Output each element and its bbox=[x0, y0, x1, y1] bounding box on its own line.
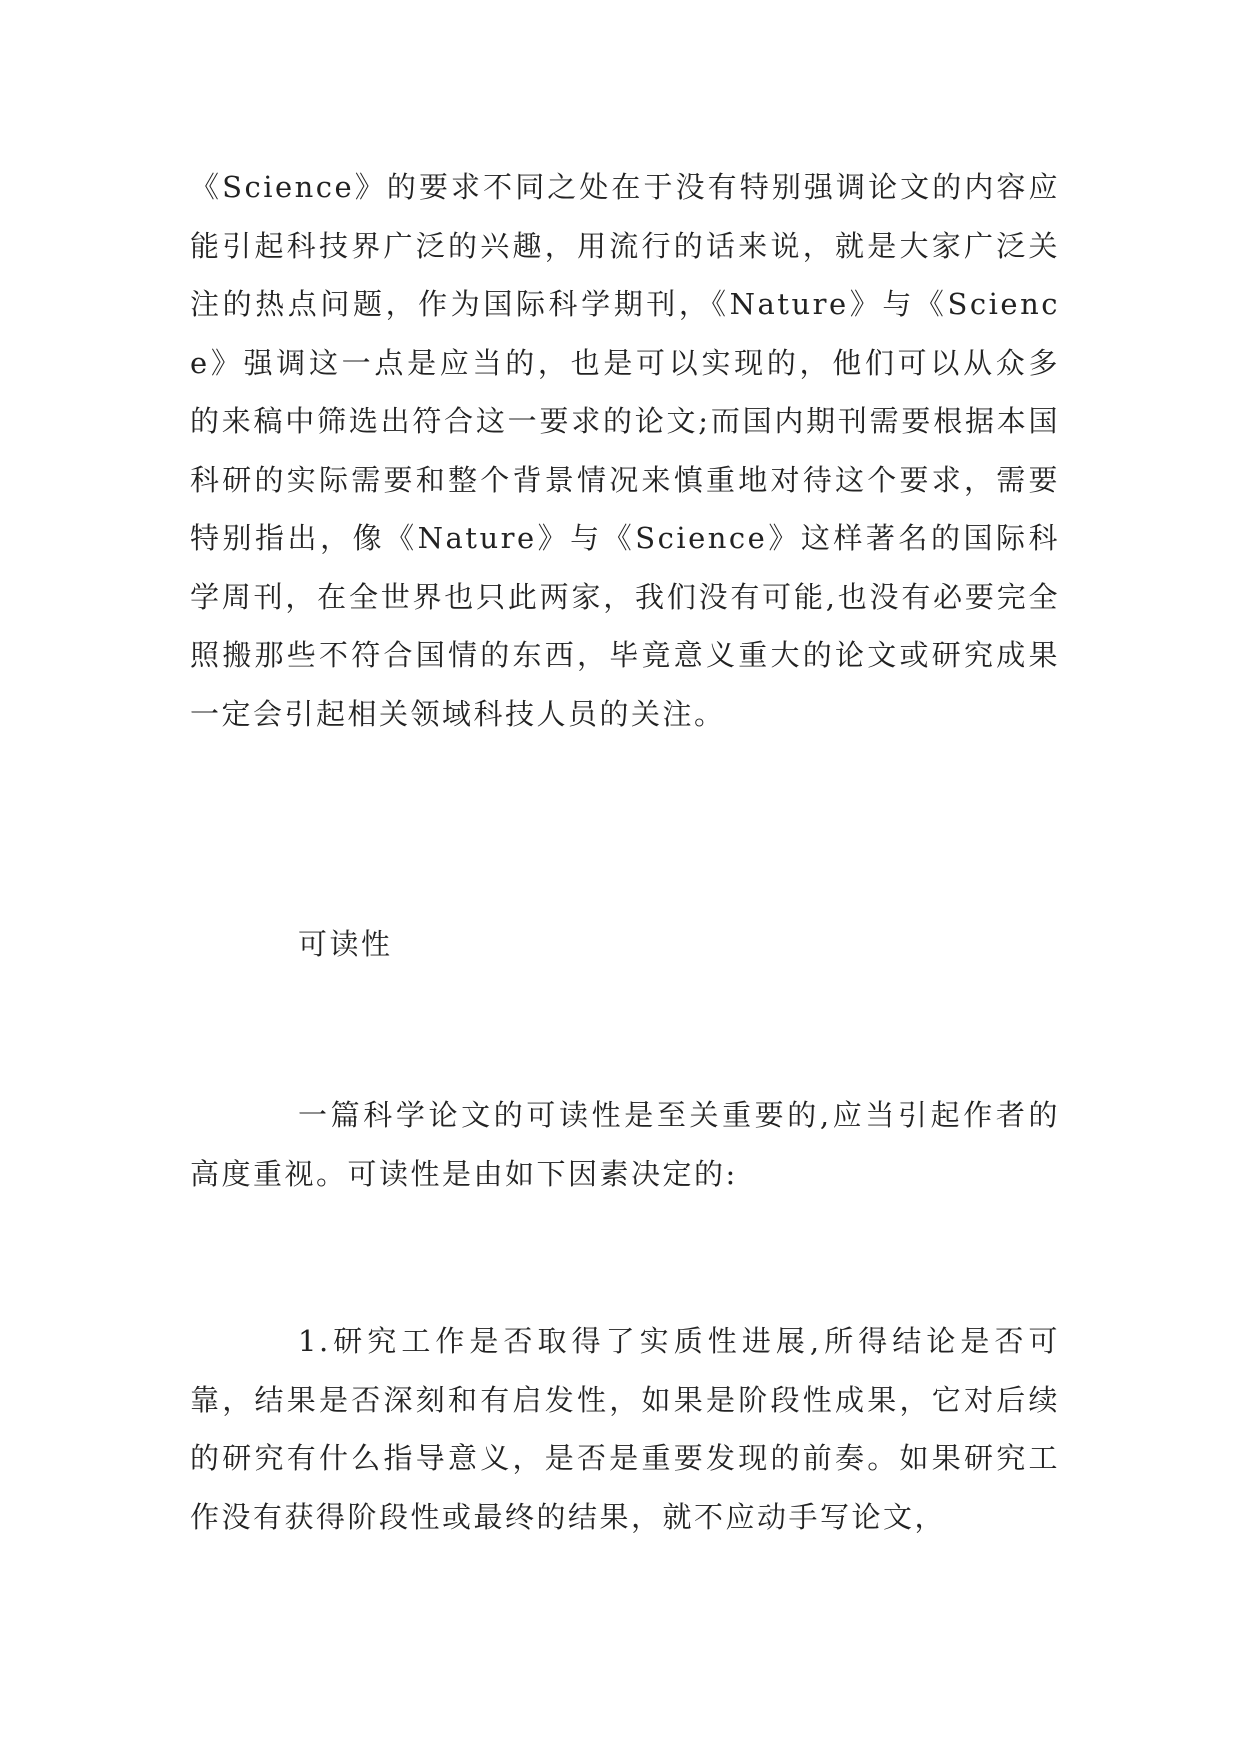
body-paragraph-3: 1.研究工作是否取得了实质性进展,所得结论是否可靠，结果是否深刻和有启发性，如果是阶段性成果，它对后续的研究有什么指导意义，是否是重要发现的前奏。如果研究工作没有获得阶段性或最终的结果，就不应动手写论文， bbox=[190, 1324, 1060, 1534]
body-paragraph-2: 一篇科学论文的可读性是至关重要的,应当引起作者的高度重视。可读性是由如下因素决定的: bbox=[190, 1098, 1060, 1191]
body-paragraph-1: 《Science》的要求不同之处在于没有特别强调论文的内容应能引起科技界广泛的兴趣，用流行的话来说，就是大家广泛关注的热点问题，作为国际科学期刊，《Nature》与《Science》强调这一点是应当的，也是可以实现的，他们可以从众多的来稿中筛选出符合这一要求的论文;而国内期刊需要根据本国科研的实际需要和整个背景情况来慎重地对待这个要求，需要特别指出，像《Nature》与《Science》这样著名的国际科学周刊，在全世界也只此两家，我们没有可能,也没有必要完全照搬那些不符合国情的东西，毕竟意义重大的论文或研究成果一定会引起相关领域科技人员的关注。 bbox=[190, 170, 1060, 731]
section-heading: 可读性 bbox=[298, 927, 393, 961]
